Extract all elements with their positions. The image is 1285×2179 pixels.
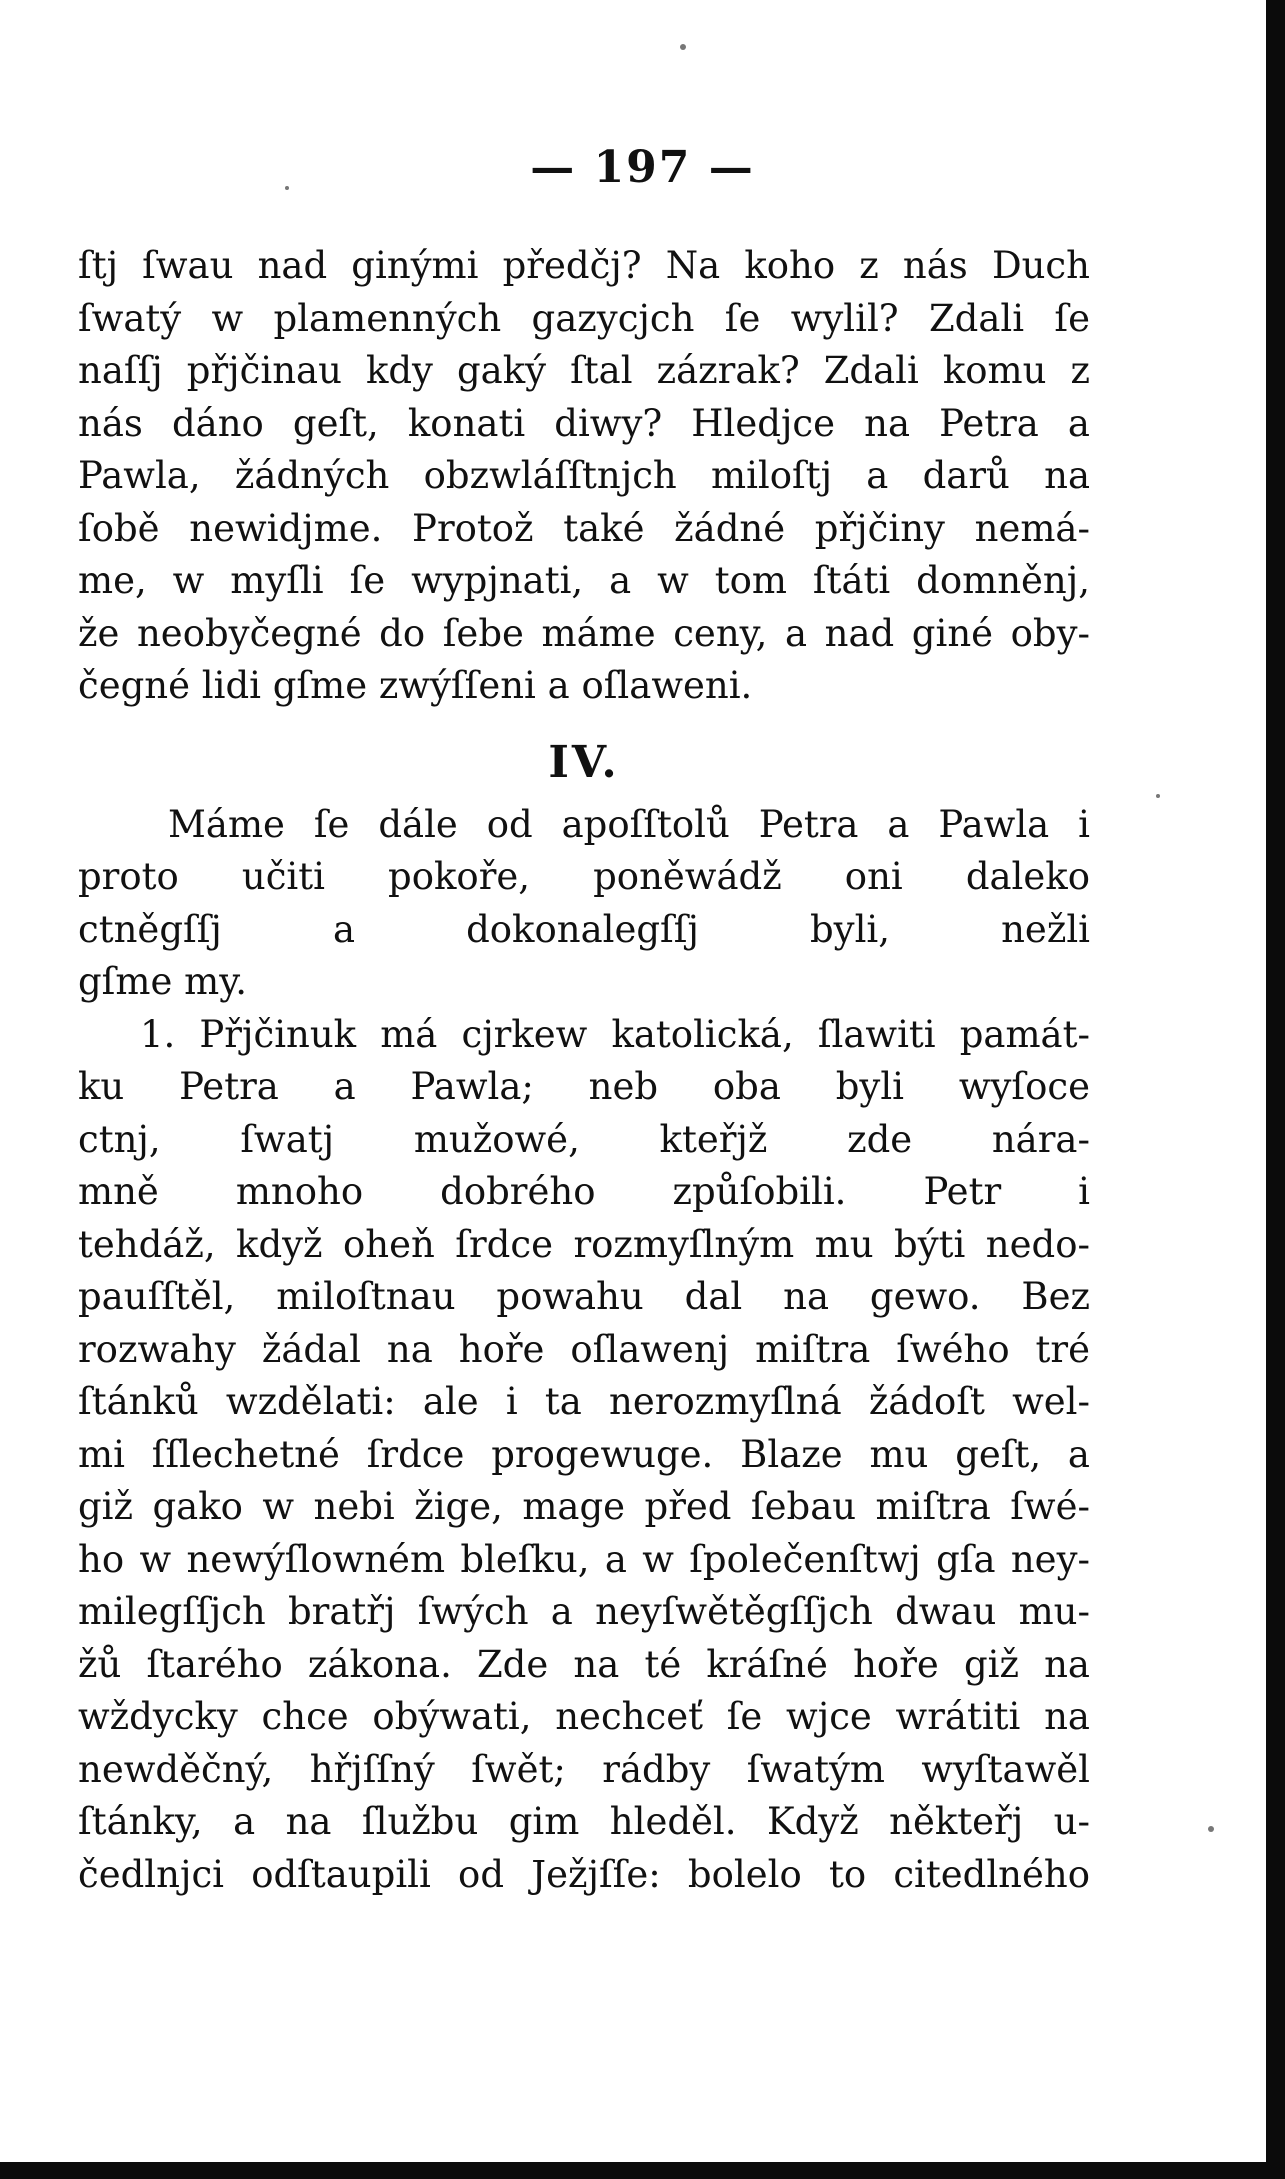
text-line: ſtánky, a na ſlužbu gim hleděl. Když někteřj u- — [78, 1800, 1090, 1843]
text-line: rozwahy žádal na hoře oſlawenj miſtra ſwého tré — [78, 1327, 1090, 1371]
text-line: Máme ſe dále od apoſſtolů Petra a Pawla i — [168, 802, 1090, 846]
text-line: ſwatý w plamenných gazycjch ſe wylil? Zdali ſe — [78, 296, 1090, 340]
text-line: ctněgſſj a dokonalegſſj byli, nežli — [78, 907, 1090, 951]
text-line: žů ſtarého zákona. Zde na té kráſné hoře giž na — [78, 1642, 1090, 1686]
scan-border-right — [1266, 0, 1285, 2179]
page-body — [78, 240, 1090, 1901]
text-line: mi ſſlechetné ſrdce progewuge. Blaze mu geſt, a — [78, 1432, 1090, 1476]
text-line: milegſſjch bratřj ſwých a neyſwětěgſſjch dwau mu- — [78, 1590, 1090, 1633]
text-line: ho w newýſlowném bleſku, a w ſpolečenſtwj gſa ney- — [78, 1537, 1090, 1581]
text-line: Pawla, žádných obzwláſſtnjch miloſtj a darů na — [78, 454, 1090, 497]
text-line: tehdáž, když oheň ſrdce rozmyſlným mu býti nedo- — [78, 1222, 1090, 1266]
text-line: ſobě newidjme. Protož také žádné přjčiny nemá- — [78, 506, 1090, 550]
text-line: naſſj přjčinau kdy gaký ſtal zázrak? Zdali komu z — [78, 349, 1090, 392]
text-line: newděčný, hřjſſný ſwět; rádby ſwatým wyſtawěl — [78, 1747, 1090, 1791]
dust-speck — [1208, 1826, 1214, 1832]
text-line: nás dáno geſt, konati diwy? Hledjce na Petra a — [78, 401, 1090, 445]
text-line: giž gako w nebi žige, mage před ſebau miſtra ſwé- — [78, 1485, 1090, 1528]
section-heading: IV. — [548, 736, 620, 788]
text-line: pauſſtěl, miloſtnau powahu dal na gewo. Bez — [78, 1275, 1090, 1318]
text-line: ku Petra a Pawla; neb oba byli wyſoce — [78, 1065, 1090, 1108]
dust-speck — [680, 44, 686, 50]
text-line: že neobyčegné do ſebe máme ceny, a nad giné oby- — [78, 611, 1090, 655]
text-line: wždycky chce obýwati, nechceť ſe wjce wrátiti na — [78, 1695, 1090, 1738]
page-number-header: — 197 — — [530, 142, 755, 193]
dust-speck — [1156, 794, 1160, 798]
text-line: mně mnoho dobrého způſobili. Petr i — [78, 1170, 1090, 1213]
text-line: ctnj, ſwatj mužowé, kteřjž zde nára- — [78, 1117, 1090, 1161]
text-line: gſme my. — [78, 960, 247, 1003]
text-line: me, w myſli ſe wypjnati, a w tom ſtáti domněnj, — [78, 559, 1090, 602]
text-line: proto učiti pokoře, poněwádž oni daleko — [78, 855, 1090, 898]
text-line: ſtj ſwau nad ginými předčj? Na koho z nás Duch — [78, 244, 1090, 287]
text-line: čegné lidi gſme zwýſſeni a oſlaweni. — [78, 664, 753, 707]
scan-border-bottom — [0, 2162, 1285, 2179]
text-line: 1. Přjčinuk má cjrkew katolická, ſlawiti památ- — [140, 1012, 1090, 1056]
text-line: ſtánků wzdělati: ale i ta nerozmyſlná žádoſt wel- — [78, 1380, 1090, 1423]
text-line: čedlnjci odſtaupili od Ježjſſe: bolelo to citedlného — [78, 1852, 1090, 1896]
